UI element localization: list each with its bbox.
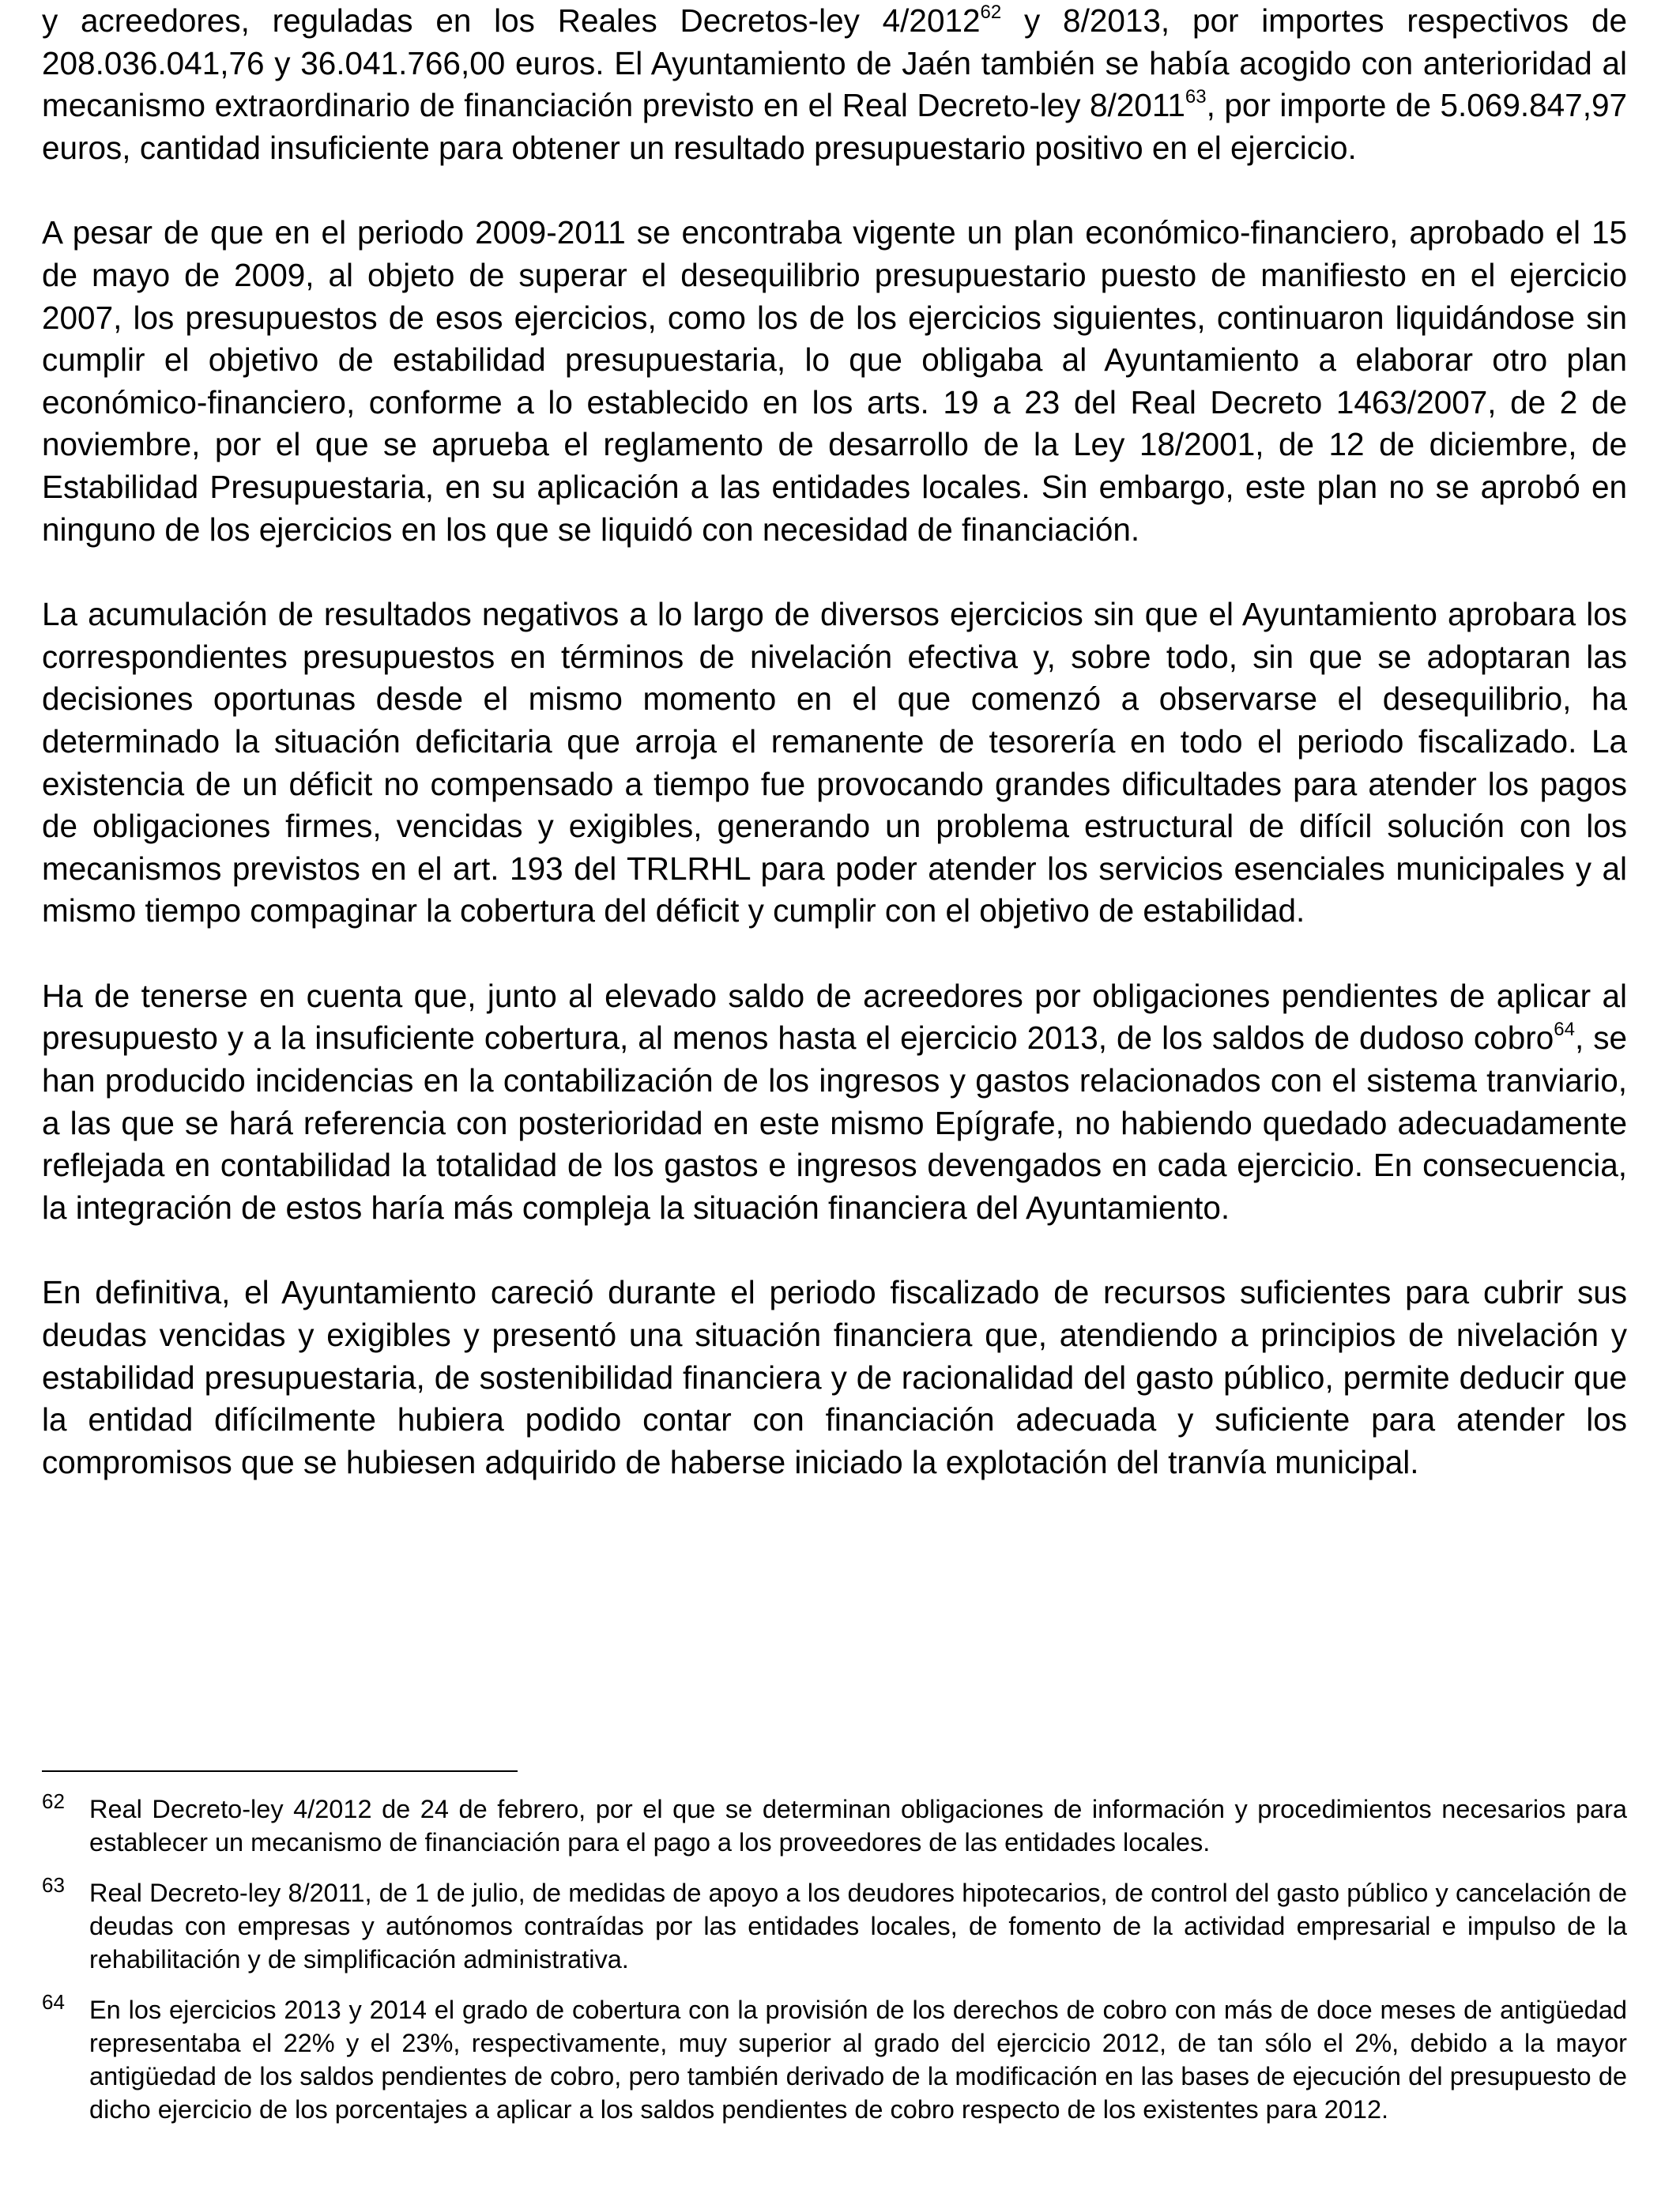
paragraph-1 [42,0,1627,169]
paragraph-3: La acumulación de resultados negativos a lo largo de diversos ejercicios sin que el Ayuntamiento aprobara los correspondientes presupuestos en términos de nivelación efectiva y, sobre todo, sin que se adoptaran las decisiones oportunas desde el mismo momento en el que comenzó a observarse el desequilibrio, ha determinado la situación deficitaria que arroja el remanente de tesorería en todo el periodo fiscalizado. La existencia de un déficit no compensado a tiempo fue provocando grandes dificultades para atender los pagos de obligaciones firmes, vencidas y exigibles, generando un problema estructural de difícil solución con los mecanismos previstos en el art. 193 del TRLRHL para poder atender los servicios esenciales municipales y al mismo tiempo compaginar la cobertura del déficit y cumplir con el objetivo de estabilidad. [42,596,1627,929]
paragraph-1-text-c: , por importe de 5.069.847,97 euros, cantidad insuficiente para obtener un resultado presupuestario positivo en el ejercicio. [42,87,1627,166]
paragraph-1-text-b: y 8/2013, por importes respectivos de 208.036.041,76 y 36.041.766,00 euros. El Ayuntamiento de Jaén también se había acogido con anterioridad al mecanismo extraordinario de financiación previsto en el Real Decreto-ley 8/2011 [42,2,1627,124]
footnote-number: 63 [42,1873,65,1897]
footnote-ref-62[interactable]: 62 [980,2,1002,23]
footnote-separator [42,1770,518,1772]
footnote-text: Real Decreto-ley 8/2011, de 1 de julio, de medidas de apoyo a los deudores hipotecarios, de control del gasto público y cancelación de deudas con empresas y autónomos contraídas por las entidades locales, de fomento de la actividad empresarial e impulso de la rehabilitación y de simplificación administrativa. [89,1879,1627,1973]
footnote-text: Real Decreto-ley 4/2012 de 24 de febrero, por el que se determinan obligaciones de información y procedimientos necesarios para establecer un mecanismo de financiación para el pago a los proveedores de las entidades locales. [89,1795,1627,1857]
paragraph-4-text-a: Ha de tenerse en cuenta que, junto al elevado saldo de acreedores por obligaciones pendientes de aplicar al presupuesto y a la insuficiente cobertura, al menos hasta el ejercicio 2013, de los saldos de dudoso cobro [42,977,1627,1057]
document-body [42,0,1627,1483]
paragraph-1-text-a: y acreedores, reguladas en los Reales Decretos-ley 4/2012 [42,2,981,39]
footnote-64 [42,1990,1627,2126]
paragraph-5: En definitiva, el Ayuntamiento careció durante el periodo fiscalizado de recursos suficientes para cubrir sus deudas vencidas y exigibles y presentó una situación financiera que, atendiendo a principios de nivelación y estabilidad presupuestaria, de sostenibilidad financiera y de racionalidad del gasto público, permite deducir que la entidad difícilmente hubiera podido contar con financiación adecuada y suficiente para atender los compromisos que se hubiesen adquirido de haberse iniciado la explotación del tranvía municipal. [42,1274,1627,1480]
footnote-ref-63[interactable]: 63 [1185,86,1207,108]
footnote-62 [42,1789,1627,1859]
paragraph-4 [42,975,1627,1230]
footnote-text: En los ejercicios 2013 y 2014 el grado de cobertura con la provisión de los derechos de cobro con más de doce meses de antigüedad representaba el 22% y el 23%, respectivamente, muy superior al grado del ejercicio 2012, de tan sólo el 2%, debido a la mayor antigüedad de los saldos pendientes de cobro, pero también derivado de la modificación en las bases de ejecución del presupuesto de dicho ejercicio de los porcentajes a aplicar a los saldos pendientes de cobro respecto de los existentes para 2012. [89,1996,1627,2124]
footnote-number: 64 [42,1990,65,2014]
footnotes [42,1789,1627,2126]
paragraph-4-text-b: , se han producido incidencias en la contabilización de los ingresos y gastos relacionados con el sistema tranviario, a las que se hará referencia con posterioridad en este mismo Epígrafe, no habiendo quedado adecuadamente reflejada en contabilidad la totalidad de los gastos e ingresos devengados en cada ejercicio. En consecuencia, la integración de estos haría más compleja la situación financiera del Ayuntamiento. [42,1020,1627,1226]
paragraph-2: A pesar de que en el periodo 2009-2011 se encontraba vigente un plan económico-financiero, aprobado el 15 de mayo de 2009, al objeto de superar el desequilibrio presupuestario puesto de manifiesto en el ejercicio 2007, los presupuestos de esos ejercicios, como los de los ejercicios siguientes, continuaron liquidándose sin cumplir el objetivo de estabilidad presupuestaria, lo que obligaba al Ayuntamiento a elaborar otro plan económico-financiero, conforme a lo establecido en los arts. 19 a 23 del Real Decreto 1463/2007, de 2 de noviembre, por el que se aprueba el reglamento de desarrollo de la Ley 18/2001, de 12 de diciembre, de Estabilidad Presupuestaria, en su aplicación a las entidades locales. Sin embargo, este plan no se aprobó en ninguno de los ejercicios en los que se liquidó con necesidad de financiación. [42,214,1627,548]
footnote-number: 62 [42,1789,65,1813]
footnote-63 [42,1873,1627,1976]
footnote-ref-64[interactable]: 64 [1554,1019,1575,1041]
